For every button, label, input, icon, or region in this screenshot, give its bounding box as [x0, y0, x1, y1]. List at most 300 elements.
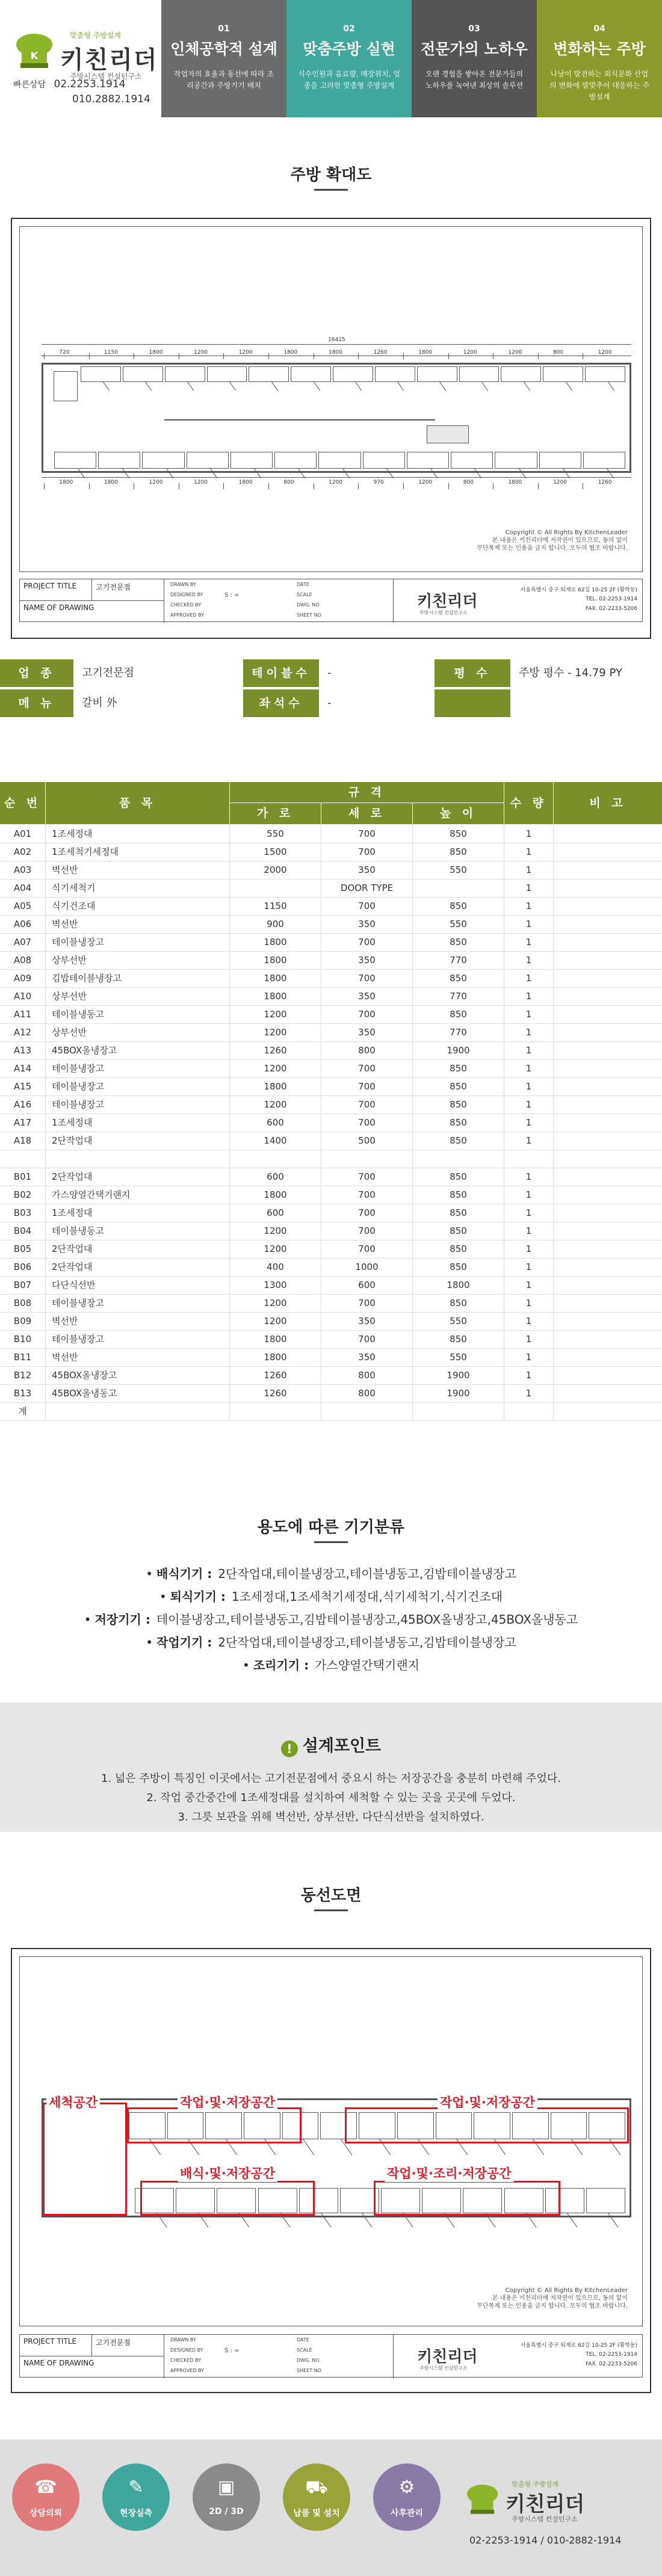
- cell-number: B09: [0, 1313, 46, 1330]
- door-swing-line: [103, 381, 110, 390]
- plan-bottom-equipment: [274, 452, 317, 469]
- table-row: [0, 1240, 662, 1259]
- cell-number: B12: [0, 1367, 46, 1384]
- drawing-area: [19, 226, 643, 572]
- cell-note: [554, 916, 662, 933]
- dimension-value: 1260: [598, 479, 612, 485]
- cell-number: B08: [0, 1295, 46, 1312]
- cell-number: B03: [0, 1204, 46, 1222]
- cell-number: B04: [0, 1222, 46, 1240]
- plan-bottom-equipment: [318, 452, 360, 469]
- cell-depth: 700: [321, 1078, 413, 1095]
- wall-right: [630, 363, 631, 473]
- step-description: 오랜 경험을 쌓아온 전문가들의 노하우를 녹여낸 최상의 솔루션: [425, 70, 524, 90]
- cell-width: 1800: [230, 1186, 321, 1204]
- classification-text: 1조세정대,1조세척기세정대,식기세척기,식기건조대: [231, 1589, 503, 1604]
- classification-label: 작업기기 :: [156, 1635, 212, 1650]
- dimension-tick: [538, 353, 539, 359]
- cell-height: 850: [413, 1006, 504, 1023]
- cell-note: [554, 1042, 662, 1059]
- service-step-1[interactable]: [12, 2464, 79, 2531]
- cell-item-name: 상부선반: [46, 952, 230, 969]
- title-block-field: DESIGNED BY: [170, 592, 203, 597]
- table-row: [0, 843, 662, 861]
- company-fax: FAX. 02-2233-5206: [585, 2361, 637, 2367]
- title-block-divider: [393, 2335, 394, 2378]
- step-description: 나날이 발전하는 외식문화 산업의 변화에 발맞추어 대응하는 주방설계: [549, 70, 649, 101]
- dimension-value: 1800: [149, 350, 163, 356]
- copyright-line: 본 내용은 키친리더에 저작권이 있으므로, 동의 없이: [492, 537, 628, 544]
- copyright-line: 본 내용은 키친리더에 저작권이 있으므로, 동의 없이: [492, 2295, 628, 2302]
- section-underline: [314, 1541, 348, 1543]
- cell-quantity: 1: [504, 952, 554, 969]
- table-row: [0, 1150, 662, 1168]
- cell-number: A11: [0, 1006, 46, 1023]
- cell-depth: 350: [321, 952, 413, 969]
- project-title-label: PROJECT TITLE: [20, 579, 92, 601]
- cell-depth: 350: [321, 1313, 413, 1330]
- table-row: [0, 970, 662, 988]
- cell-item-name: 2단작업대: [46, 1132, 230, 1150]
- cell-depth: 700: [321, 1096, 413, 1114]
- cell-number: A05: [0, 898, 46, 915]
- door-swing-line: [145, 381, 152, 390]
- cell-width: 1800: [230, 1331, 321, 1348]
- cell-number: A03: [0, 861, 46, 879]
- cell-quantity: 1: [504, 1349, 554, 1366]
- cell-depth: 700: [321, 1331, 413, 1348]
- cell-quantity: 1: [504, 1186, 554, 1204]
- footer-brand-name: 키친리더: [506, 2492, 585, 2516]
- cell-note: [554, 952, 662, 969]
- design-point-item: 1. 넓은 주방이 특징인 이곳에서는 고기전문점에서 중요시 하는 저장공간을 충분히 마련해 주었다.: [101, 1772, 561, 1785]
- cell-height: 850: [413, 1168, 504, 1186]
- plan-top-equipment: [543, 366, 583, 382]
- cell-note: [554, 1403, 662, 1420]
- cell-height: 1800: [413, 1277, 504, 1294]
- copyright-line: 무단복제 또는 인용을 금지 합니다. 모두의 협조 바랍니다.: [477, 545, 628, 552]
- title-block-field: DATE: [297, 2337, 309, 2343]
- cell-depth: [321, 1403, 413, 1420]
- cell-item-name: 45BOX올냉장고: [46, 1367, 230, 1384]
- menu-label: 메 뉴: [0, 689, 73, 717]
- industry-value: 고기전문점: [82, 667, 134, 679]
- footer-phone[interactable]: 02-2253-1914 / 010-2882-1914: [469, 2534, 622, 2546]
- classification-item: [0, 1610, 662, 1627]
- cell-height: 850: [413, 1132, 504, 1150]
- table-row: [0, 1114, 662, 1132]
- cell-item-name: 벽선반: [46, 916, 230, 933]
- plan-top-equipment: [81, 366, 121, 382]
- cell-height: 850: [413, 898, 504, 915]
- copyright-note: [477, 529, 628, 552]
- company-address: 서울특별시 중구 퇴계로 62길 10-25 2F (황학동): [520, 587, 637, 593]
- cell-number: B05: [0, 1240, 46, 1258]
- dimension-tick: [403, 353, 404, 359]
- name-of-drawing-label: NAME OF DRAWING: [20, 601, 164, 623]
- title-block-logo-sub: 주방시스템 컨설턴구소: [419, 610, 468, 615]
- plan-bottom-equipment: [451, 452, 493, 469]
- cell-depth: 350: [321, 916, 413, 933]
- zone-label-work-store-1: 작업·및·저장공간: [178, 2093, 277, 2111]
- cell-item-name: 테이블냉장고: [46, 934, 230, 951]
- cell-quantity: 1: [504, 1042, 554, 1059]
- cell-quantity: 1: [504, 1132, 554, 1150]
- dimension-value: 1800: [418, 350, 433, 356]
- cell-height: 550: [413, 1349, 504, 1366]
- dimension-tick: [268, 483, 269, 489]
- cell-height: 850: [413, 1204, 504, 1222]
- cell-number: A18: [0, 1132, 46, 1150]
- copyright-line: Copyright © All Rights By KitchenLeader: [505, 2287, 628, 2294]
- cell-quantity: 1: [504, 916, 554, 933]
- design-point-heading: 설계포인트: [302, 1737, 382, 1755]
- door-swing-line: [303, 2139, 314, 2154]
- dimension-value: 1800: [329, 350, 342, 356]
- cell-note: [554, 1060, 662, 1077]
- cell-width: 400: [230, 1259, 321, 1276]
- truck-icon: ⛟: [305, 2477, 328, 2498]
- cell-width: 1400: [230, 1132, 321, 1150]
- cell-depth: 800: [321, 1385, 413, 1402]
- cell-note: [554, 1349, 662, 1366]
- cell-number: A07: [0, 934, 46, 951]
- tables-value: -: [327, 667, 332, 679]
- cell-note: [554, 1114, 662, 1132]
- cell-quantity: 1: [504, 934, 554, 951]
- exclamation-icon: !: [281, 1740, 298, 1757]
- gas-range-drawing: [427, 425, 469, 443]
- kitchen-plan-drawing: [11, 218, 651, 639]
- cell-quantity: 1: [504, 1114, 554, 1132]
- classification-label: 조리기기 :: [253, 1658, 309, 1672]
- plan-bottom-equipment: [583, 452, 625, 469]
- process-steps: [161, 0, 662, 117]
- dimension-value: 800: [463, 479, 474, 485]
- service-step-5[interactable]: [373, 2464, 441, 2531]
- cell-width: 1260: [230, 1367, 321, 1384]
- dimension-value: 1150: [104, 350, 118, 356]
- dimension-tick: [538, 483, 539, 489]
- classification-label: 퇴식기기 :: [170, 1589, 226, 1604]
- plan-top-equipment: [417, 366, 457, 382]
- zone-work-store-2: [345, 2107, 629, 2143]
- service-step-3[interactable]: [193, 2464, 260, 2531]
- plan-bottom-equipment: [495, 452, 537, 469]
- cell-item-name: 테이블냉동고: [46, 1006, 230, 1023]
- table-row: [0, 1277, 662, 1295]
- dimension-tick: [403, 483, 404, 489]
- cell-depth: DOOR TYPE: [321, 880, 413, 897]
- cell-number: A10: [0, 988, 46, 1005]
- cell-note: [554, 970, 662, 987]
- section-underline: [314, 1909, 348, 1911]
- door-swing-line: [355, 381, 362, 390]
- dimension-value: 800: [283, 479, 294, 485]
- dimension-value: 800: [553, 350, 564, 356]
- door-swing-line: [481, 381, 488, 390]
- col-header-note: 비 고: [554, 782, 662, 824]
- cell-width: 1260: [230, 1385, 321, 1402]
- dimension-value: 1800: [508, 479, 522, 485]
- page-header: [0, 0, 662, 117]
- cell-number: B06: [0, 1259, 46, 1276]
- title-block-field: DWG. NO: [297, 602, 320, 608]
- area-value: 주방 평수 - 14.79 PY: [519, 667, 622, 679]
- cell-width: 1800: [230, 1078, 321, 1095]
- cell-height: [413, 880, 504, 897]
- cell-quantity: 1: [504, 1277, 554, 1294]
- cell-height: 1900: [413, 1385, 504, 1402]
- cell-width: 1300: [230, 1277, 321, 1294]
- door-swing-line: [608, 381, 614, 390]
- cell-quantity: 1: [504, 1024, 554, 1041]
- cell-width: 1200: [230, 1240, 321, 1258]
- col-header-item: 품 목: [46, 782, 230, 824]
- cell-item-name: 테이블냉장고: [46, 1331, 230, 1348]
- cell-width: 600: [230, 1204, 321, 1222]
- cell-quantity: 1: [504, 1385, 554, 1402]
- cell-width: 1800: [230, 952, 321, 969]
- cell-width: 1200: [230, 1006, 321, 1023]
- table-row: [0, 1331, 662, 1349]
- cell-width: [230, 880, 321, 897]
- dimension-value: 1200: [194, 350, 208, 356]
- table-row: [0, 1132, 662, 1150]
- classification-label: 배식기기 :: [156, 1567, 212, 1581]
- cell-number: B11: [0, 1349, 46, 1366]
- col-header-spec: 규 격: [230, 782, 504, 803]
- cell-height: [413, 1403, 504, 1420]
- table-row: [0, 1078, 662, 1096]
- wall-right: [630, 2098, 631, 2217]
- cell-item-name: 테이블냉장고: [46, 1078, 230, 1095]
- copyright-line: 무단복제 또는 인용을 금지 합니다. 모두의 협조 바랍니다.: [477, 2303, 628, 2309]
- cell-note: [554, 861, 662, 879]
- phone-icon: ☎: [34, 2477, 57, 2498]
- zone-work-cook-store: [374, 2181, 560, 2216]
- info-row-1: [0, 659, 662, 687]
- cell-depth: 700: [321, 1222, 413, 1240]
- dimension-value: 1800: [59, 479, 73, 485]
- cell-note: [554, 1204, 662, 1222]
- step-title: 변화하는 주방: [553, 40, 646, 58]
- cell-number: B01: [0, 1168, 46, 1186]
- cell-height: 770: [413, 952, 504, 969]
- cell-note: [554, 1006, 662, 1023]
- dimension-value: 1800: [238, 479, 253, 485]
- cell-number: 계: [0, 1403, 46, 1420]
- cell-width: 1200: [230, 1295, 321, 1312]
- cell-number: [0, 1150, 46, 1168]
- cell-depth: 600: [321, 1277, 413, 1294]
- title-block-field: DRAWN BY: [170, 2337, 196, 2343]
- cell-item-name: 2단작업대: [46, 1168, 230, 1186]
- zone-wash: [43, 2103, 127, 2216]
- cell-item-name: 테이블냉장고: [46, 1060, 230, 1077]
- cell-width: 1200: [230, 1313, 321, 1330]
- empty-label: [435, 689, 510, 717]
- classification-item: [0, 1656, 662, 1673]
- classification-item: [0, 1564, 662, 1582]
- cell-width: 1150: [230, 898, 321, 915]
- cell-depth: 700: [321, 934, 413, 951]
- cell-number: A04: [0, 880, 46, 897]
- cell-item-name: 다단식선반: [46, 1277, 230, 1294]
- cell-width: 900: [230, 916, 321, 933]
- cell-depth: 700: [321, 1006, 413, 1023]
- cell-number: A08: [0, 952, 46, 969]
- section-title-flow: 동선도면: [300, 1887, 362, 1905]
- bullet-icon: •: [146, 1567, 153, 1581]
- wall-top: [42, 2098, 631, 2100]
- title-block-field: DATE: [297, 582, 309, 587]
- cell-item-name: 45BOX올냉동고: [46, 1385, 230, 1402]
- door-swing-line: [566, 381, 572, 390]
- footer-logo[interactable]: [463, 2482, 656, 2554]
- title-block-field: DWG. NO: [297, 2358, 320, 2363]
- cell-note: [554, 1331, 662, 1348]
- process-step-3: [412, 0, 537, 117]
- dimension-tick: [358, 353, 359, 359]
- cell-item-name: 식기세척기: [46, 880, 230, 897]
- cell-width: [230, 1150, 321, 1168]
- cell-note: [554, 1132, 662, 1150]
- table-row: [0, 1385, 662, 1403]
- cell-width: 1500: [230, 843, 321, 861]
- project-title-value: 고기전문점: [92, 2335, 164, 2356]
- service-step-4[interactable]: [283, 2464, 350, 2531]
- col-header-qty: 수 량: [504, 782, 554, 824]
- cell-quantity: [504, 1150, 554, 1168]
- cell-width: 600: [230, 1114, 321, 1132]
- plan-top-equipment: [291, 366, 331, 382]
- cell-number: A06: [0, 916, 46, 933]
- service-step-label: 상담의뢰: [29, 2509, 63, 2518]
- design-point-item: 3. 그릇 보관을 위해 벽선반, 상부선반, 다단식선반을 설치하였다.: [178, 1811, 484, 1823]
- door-swing-line: [439, 381, 446, 390]
- footer-brand-sub: 주방시스템 컨설턴구소: [512, 2515, 578, 2523]
- cell-height: 850: [413, 1259, 504, 1276]
- cell-number: A09: [0, 970, 46, 987]
- dimension-value: 1800: [104, 479, 118, 485]
- cell-note: [554, 1150, 662, 1168]
- classification-text: 가스양열간택기랜지: [315, 1658, 419, 1672]
- cell-number: B10: [0, 1331, 46, 1348]
- cell-depth: 800: [321, 1042, 413, 1059]
- service-step-label: 2D / 3D: [209, 2507, 244, 2516]
- bullet-icon: •: [159, 1589, 167, 1604]
- step-number: 01: [218, 24, 230, 34]
- cell-height: 1900: [413, 1367, 504, 1384]
- cell-item-name: 상부선반: [46, 1024, 230, 1041]
- classification-text: 테이블냉장고,테이블냉동고,김밥테이블냉장고,45BOX올냉장고,45BOX올냉동고: [156, 1612, 578, 1627]
- cell-width: 1200: [230, 1096, 321, 1114]
- phone-line-1[interactable]: [13, 78, 125, 90]
- cell-note: [554, 1222, 662, 1240]
- dimension-line: [42, 477, 631, 478]
- cell-quantity: 1: [504, 1259, 554, 1276]
- cell-height: 850: [413, 1186, 504, 1204]
- plan-top-equipment: [207, 366, 247, 382]
- total-dimension: 16415: [328, 337, 345, 343]
- cell-item-name: 가스양열간택기랜지: [46, 1186, 230, 1204]
- dimension-value: 1200: [553, 479, 567, 485]
- menu-value: 갈비 外: [82, 697, 117, 709]
- dimension-tick: [448, 483, 449, 489]
- cell-item-name: 1조세정대: [46, 1114, 230, 1132]
- cell-height: 550: [413, 1313, 504, 1330]
- service-step-2[interactable]: [102, 2464, 170, 2531]
- cell-item-name: 상부선반: [46, 988, 230, 1005]
- cell-quantity: 1: [504, 843, 554, 861]
- table-row: [0, 1295, 662, 1313]
- table-row: [0, 1168, 662, 1186]
- company-fax: FAX. 02-2233-5206: [585, 606, 637, 612]
- design-point-item: 2. 작업 중간중간에 1조세정대를 설치하여 세척할 수 있는 곳을 곳곳에 두었다.: [146, 1792, 516, 1804]
- cell-item-name: 식기건조대: [46, 898, 230, 915]
- cell-item-name: 1조세척기세정대: [46, 843, 230, 861]
- cell-note: [554, 1313, 662, 1330]
- cell-height: 850: [413, 1114, 504, 1132]
- wall-bottom: [42, 471, 631, 473]
- dimension-value: 1200: [463, 350, 477, 356]
- blueprint-icon: ▣: [217, 2477, 235, 2498]
- tables-label: 테이블수: [243, 659, 319, 687]
- dimension-value: 1200: [194, 479, 208, 485]
- title-block-logo-sub: 주방시스템 컨설턴구소: [419, 2365, 468, 2371]
- plan-top-equipment: [459, 366, 500, 382]
- cell-item-name: 2단작업대: [46, 1259, 230, 1276]
- title-block-field: SCALE: [297, 592, 312, 597]
- cell-width: 1800: [230, 970, 321, 987]
- cell-note: [554, 1367, 662, 1384]
- cell-width: 2000: [230, 861, 321, 879]
- cell-number: A01: [0, 825, 46, 843]
- dimension-value: 720: [59, 350, 70, 356]
- classification-item: [0, 1587, 662, 1604]
- phone-number-2[interactable]: 010.2882.1914: [72, 93, 150, 105]
- cell-item-name: [46, 1403, 230, 1420]
- plan-top-equipment: [333, 366, 373, 382]
- title-block-field: DESIGNED BY: [170, 2347, 203, 2353]
- industry-label: 업 종: [0, 659, 73, 687]
- svg-text:K: K: [30, 50, 39, 61]
- cell-depth: 350: [321, 1349, 413, 1366]
- zone-label-work-cook-store: 작업·및·조리·저장공간: [385, 2164, 514, 2182]
- step-description: 작업자의 효율과 동선에 따라 조리공간과 주방기기 배치: [174, 70, 274, 90]
- cell-depth: 700: [321, 898, 413, 915]
- plan-bottom-equipment: [407, 452, 449, 469]
- cell-number: A16: [0, 1096, 46, 1114]
- table-row: [0, 1222, 662, 1240]
- cell-quantity: 1: [504, 1060, 554, 1077]
- table-row: [0, 1204, 662, 1222]
- brand-name: 키친리더: [60, 46, 158, 74]
- col-header-no: 순 번: [0, 782, 46, 824]
- dimension-tick: [89, 353, 90, 359]
- cell-width: 1800: [230, 934, 321, 951]
- title-block-field: SHEET NO: [297, 612, 321, 618]
- cell-width: 1800: [230, 1349, 321, 1366]
- dimension-tick: [223, 483, 224, 489]
- dimension-tick: [268, 353, 269, 359]
- title-block-divider: [393, 579, 394, 623]
- info-row-2: [0, 689, 662, 717]
- cell-note: [554, 898, 662, 915]
- cell-quantity: 1: [504, 1168, 554, 1186]
- company-address: 서울특별시 중구 퇴계로 62길 10-25 2F (황학동): [520, 2343, 637, 2349]
